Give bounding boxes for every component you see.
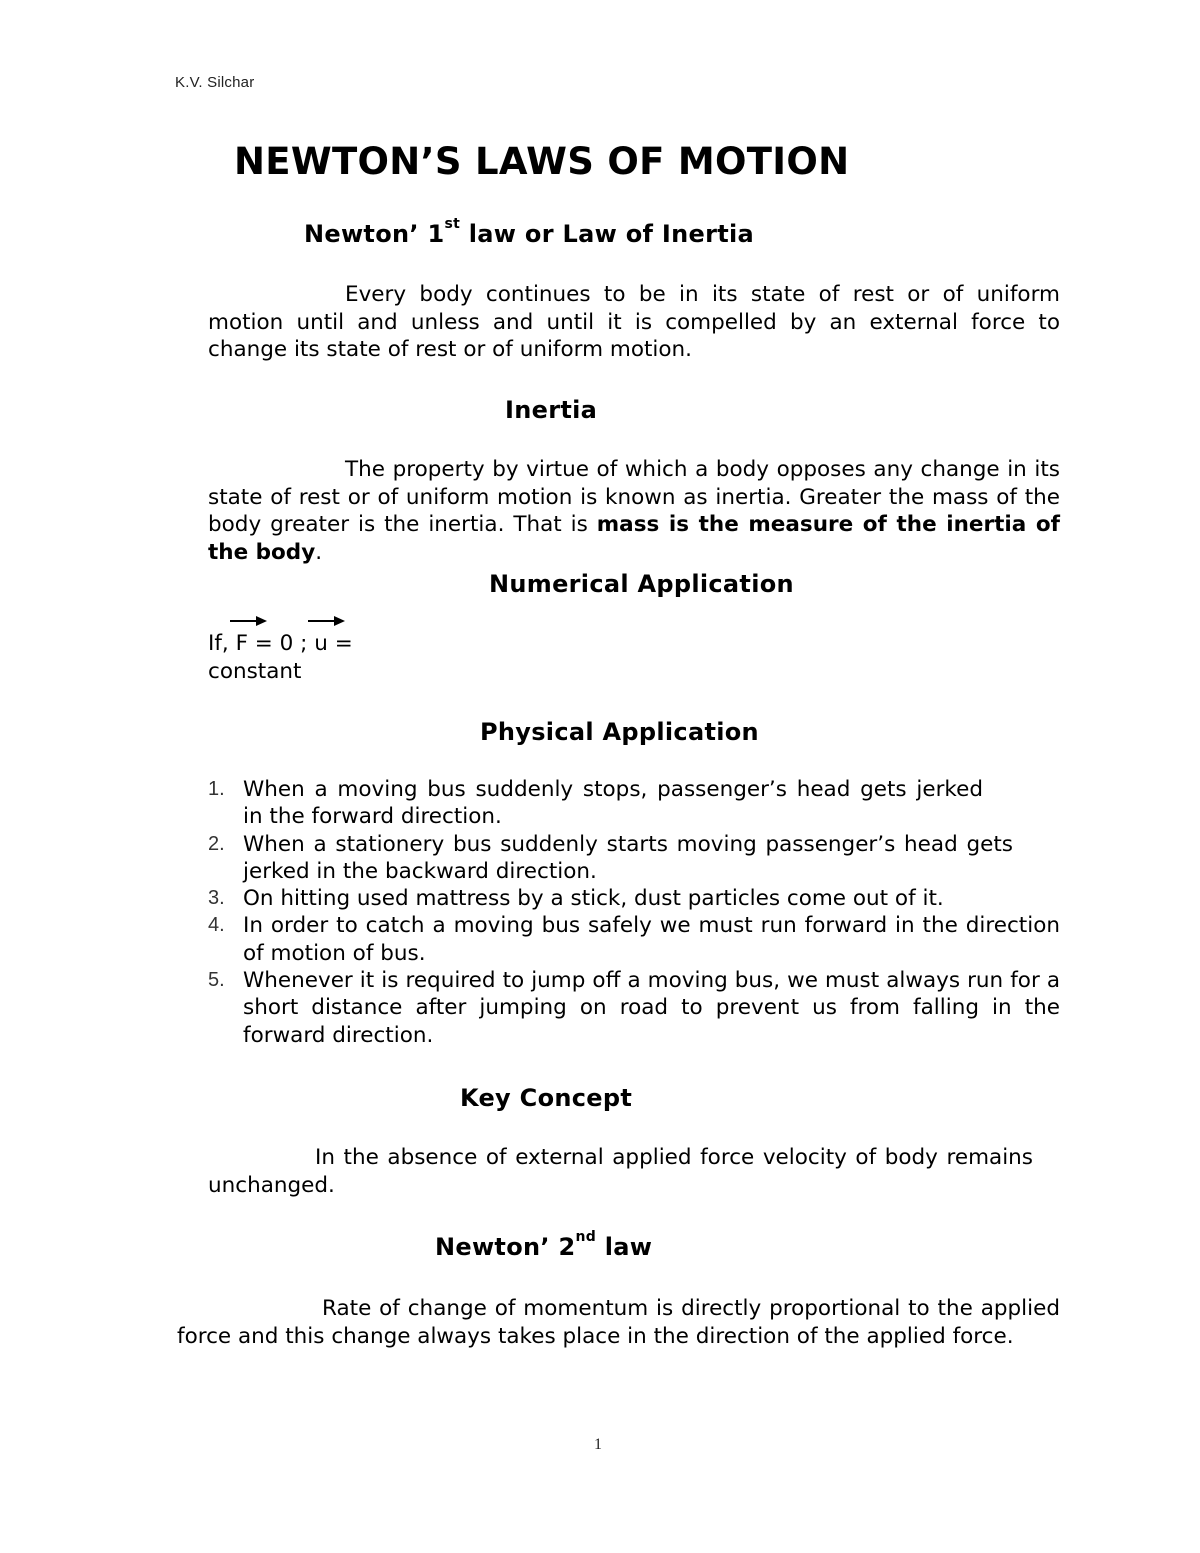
second-law-body: Rate of change of momentum is directly proportional to the applied force and this change always takes place in the direction of the applied force. <box>177 1296 1060 1349</box>
list-item <box>208 831 1013 886</box>
vector-arrow-icon <box>308 616 346 626</box>
inertia-body-end: . <box>315 539 323 565</box>
page-title: NEWTON’S LAWS OF MOTION <box>234 140 850 183</box>
inertia-body-emphasis: mass is the measure of the inertia of the body <box>208 512 1060 565</box>
list-number: 3. <box>208 887 225 910</box>
list-item <box>208 912 1060 967</box>
second-law-heading-suffix: law <box>596 1233 653 1261</box>
numerical-heading: Numerical Application <box>489 570 794 598</box>
list-item <box>208 967 1060 1049</box>
key-concept-body: In the absence of external applied force velocity of body remains unchanged. <box>208 1145 1033 1198</box>
numerical-equation <box>208 630 408 685</box>
first-law-superscript: st <box>444 216 461 232</box>
inertia-body <box>208 456 1060 566</box>
list-number: 5. <box>208 969 225 992</box>
list-item-text: When a moving bus suddenly stops, passenger’s head gets jerked in the forward direction. <box>243 777 983 830</box>
second-law-heading <box>435 1229 653 1261</box>
velocity-vector <box>314 630 328 658</box>
page-header: K.V. Silchar <box>175 74 255 91</box>
list-item-text: When a stationery bus suddenly starts moving passenger’s head gets jerked in the backward direction. <box>243 831 1013 884</box>
list-number: 4. <box>208 914 225 937</box>
list-number: 1. <box>208 778 225 800</box>
physical-applications-list <box>208 776 1060 1049</box>
list-number: 2. <box>208 832 225 855</box>
key-concept-heading: Key Concept <box>460 1084 633 1112</box>
inertia-heading: Inertia <box>505 396 598 424</box>
equation-line2: constant <box>208 658 302 684</box>
force-symbol: F <box>235 631 248 656</box>
inertia-body-text: The property by virtue of which a body opposes any change in its state of rest or of uniform motion is known as inertia. Greater the mass of the body greater is the inertia. That is <box>208 457 1060 537</box>
list-item-text: On hitting used mattress by a stick, dust particles come out of it. <box>243 886 944 912</box>
list-item <box>208 776 983 831</box>
vector-arrow-icon <box>230 616 268 626</box>
list-item-text: In order to catch a moving bus safely we must run forward in the direction of motion of bus. <box>243 913 1060 966</box>
first-law-body: Every body continues to be in its state of rest or of uniform motion until and unless and until it is compelled by an external force to change its state of rest or of uniform motion. <box>208 282 1060 362</box>
velocity-symbol: u <box>314 631 328 656</box>
force-vector <box>236 630 248 658</box>
second-law-superscript: nd <box>575 1229 597 1245</box>
physical-heading: Physical Application <box>480 718 759 746</box>
first-law-heading <box>304 216 755 248</box>
equation-suffix: = <box>327 631 353 656</box>
first-law-heading-text: Newton’ 1 <box>304 220 445 248</box>
list-item-text: Whenever it is required to jump off a moving bus, we must always run for a short distance after jumping on road to prevent us from falling in the forward direction. <box>243 968 1060 1048</box>
first-law-heading-suffix: law or Law of Inertia <box>460 220 755 248</box>
equation-prefix: If, <box>208 631 236 656</box>
equation-middle: = 0 ; <box>247 631 315 656</box>
page-number: 1 <box>594 1436 602 1453</box>
second-law-heading-text: Newton’ 2 <box>435 1233 576 1261</box>
list-item <box>208 885 1060 912</box>
